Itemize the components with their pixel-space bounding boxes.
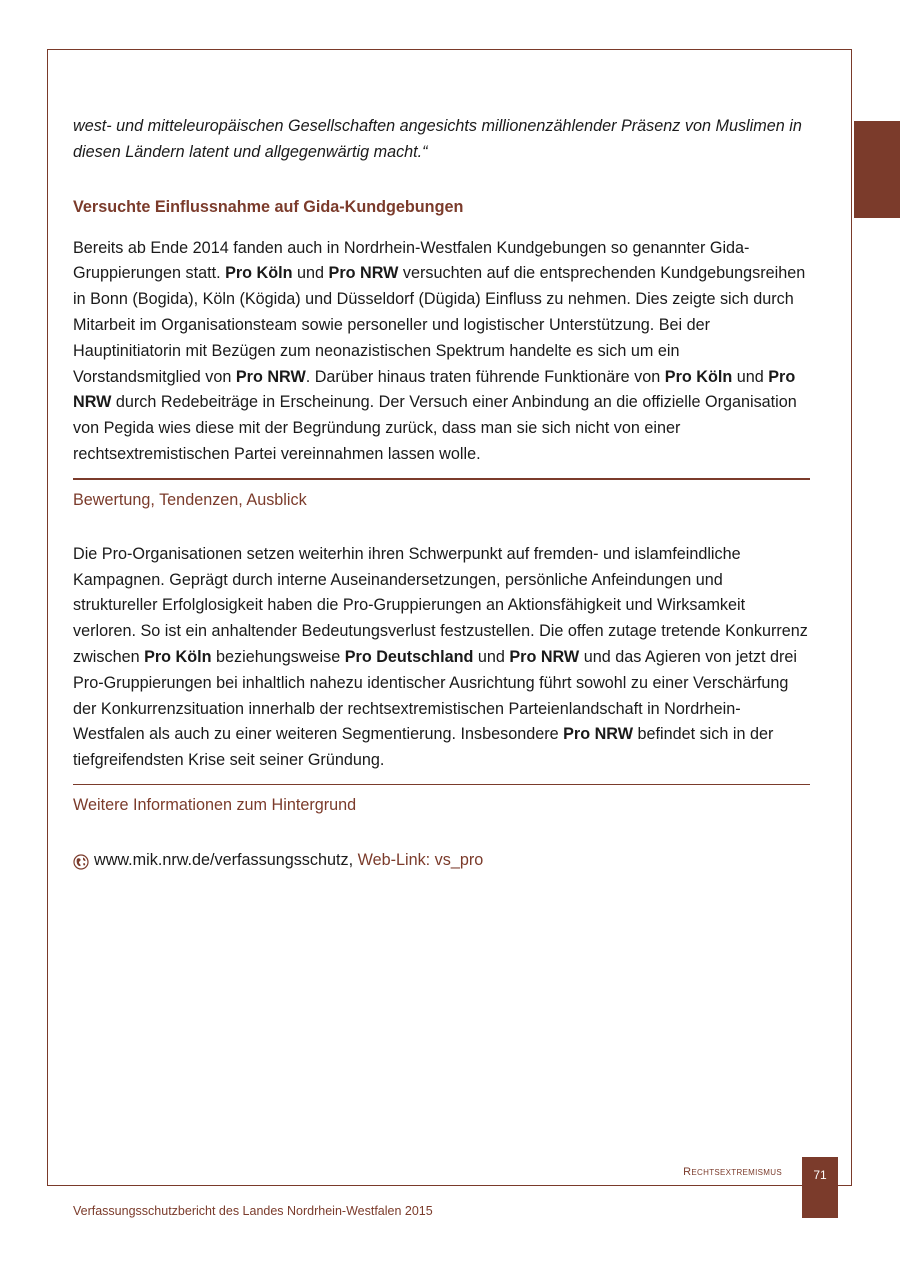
globe-icon: [73, 853, 89, 869]
main-content: [73, 114, 810, 874]
section-heading-hintergrund: Weitere Informationen zum Hintergrund: [73, 795, 357, 814]
page-number: 71: [802, 1157, 838, 1218]
chapter-side-tab: [854, 121, 900, 218]
paragraph-bewertung: Die Pro-Organisationen setzen weiterhin ihren Schwerpunkt auf fremden- und islamfeindliche Kampagnen. Geprägt durch interne Auseinandersetzungen, persönliche Anfeindungen und struktureller Erfolglosigkeit haben die Pro-Gruppierungen an Aktionsfähigkeit und Wirksamkeit verloren. So ist ein anhaltender Bedeutungsverlust festzustellen. Die offen zutage tretende Konkurrenz zwischen Pro Köln beziehungsweise Pro Deutschland und Pro NRW und das Agieren von jetzt drei Pro-Gruppierungen bei inhaltlich nahezu identischer Ausrichtung führt sowohl zu einer Verschärfung der Konkurrenzsituation innerhalb der rechtsextremistischen Parteienlandschaft in Nordrhein-Westfalen als auch zu einer weiteren Segmentierung. Insbesondere Pro NRW befindet sich in der tiefgreifendsten Krise seit seiner Gründung.: [73, 544, 808, 770]
chapter-label: Rechtsextremismus: [683, 1166, 782, 1178]
web-link-code[interactable]: Web-Link: vs_pro: [357, 850, 484, 869]
section-heading-gida: Versuchte Einflussnahme auf Gida-Kundgebungen: [73, 197, 464, 216]
paragraph-gida: Bereits ab Ende 2014 fanden auch in Nordrhein-Westfalen Kundgebungen so genannter Gida-Gruppierungen statt. Pro Köln und Pro NRW versuchten auf die entsprechenden Kundgebungsreihen in Bonn (Bogida), Köln (Kögida) und Düsseldorf (Dügida) Einfluss zu nehmen. Dies zeigte sich durch Mitarbeit im Organisationsteam sowie personeller und logistischer Unterstützung. Bei der Hauptinitiatorin mit Bezügen zum neonazistischen Spektrum handelte es sich um ein Vorstandsmitglied von Pro NRW. Darüber hinaus traten führende Funktionäre von Pro Köln und Pro NRW durch Redebeiträge in Erscheinung. Der Versuch einer Anbindung an die offizielle Organisation von Pegida wies diese mit der Begründung zurück, dass man sie sich nicht von einer rechtsextremistischen Partei vereinnahmen lassen wolle.: [73, 238, 806, 463]
section-heading-bewertung: Bewertung, Tendenzen, Ausblick: [73, 490, 307, 509]
quote-text: west- und mitteleuropäischen Gesellschaften angesichts millionenzählender Präsenz von Muslimen in diesen Ländern latent und allgegenwärtig macht.“: [73, 117, 802, 161]
report-title: Verfassungsschutzbericht des Landes Nordrhein-Westfalen 2015: [73, 1204, 433, 1218]
weblink-row: [73, 848, 810, 874]
website-url[interactable]: www.mik.nrw.de/verfassungsschutz,: [94, 850, 354, 869]
section-divider-thin: [73, 784, 810, 785]
section-divider: [73, 478, 810, 480]
